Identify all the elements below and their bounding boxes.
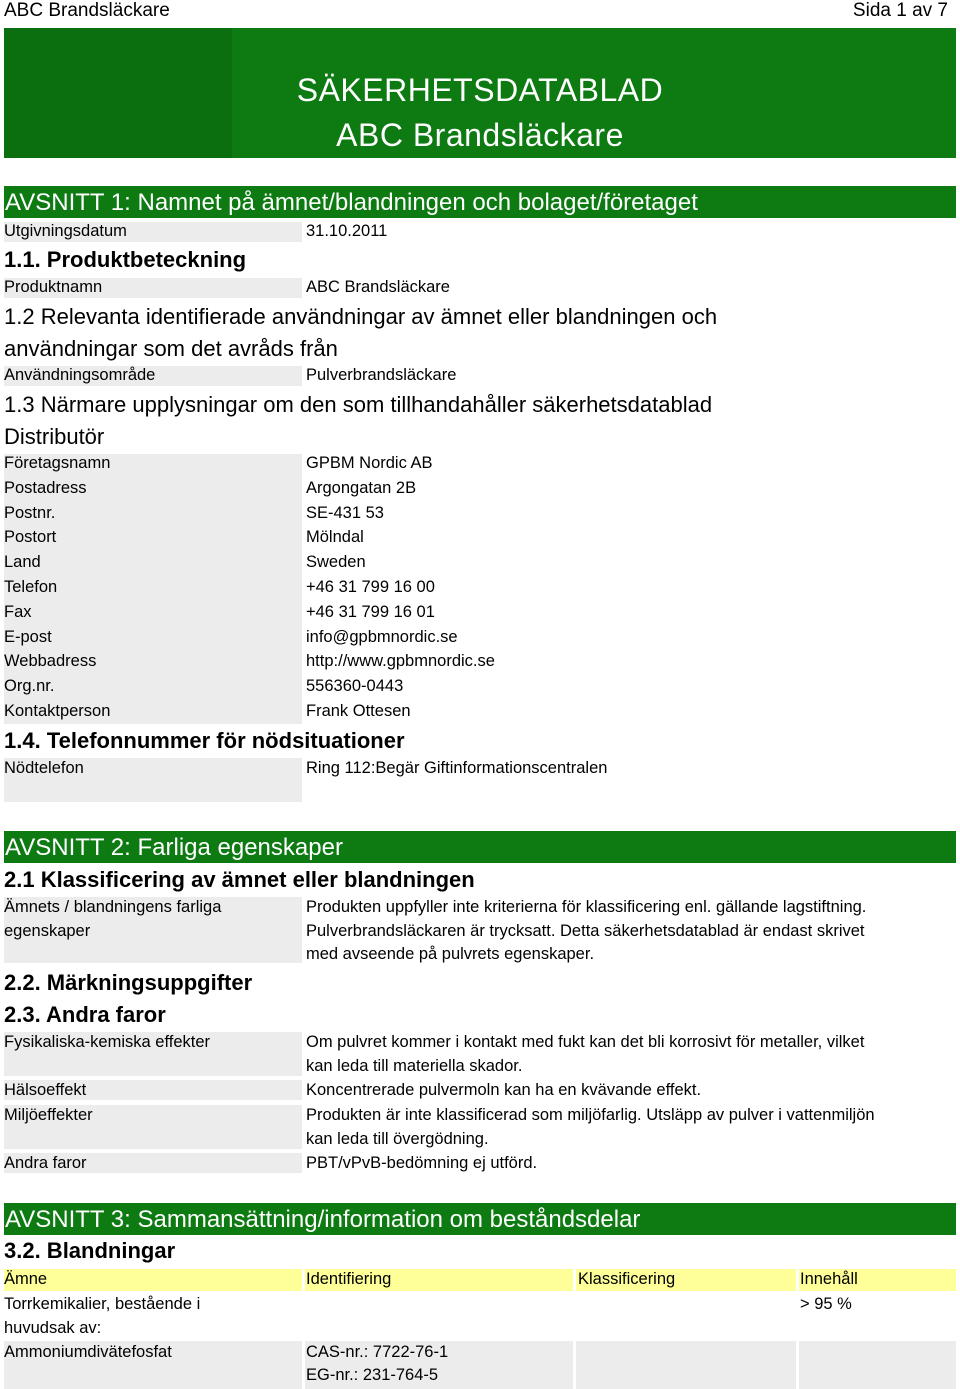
column-identification: Identifiering: [306, 1270, 392, 1288]
hazard-value-line2: Pulverbrandsläckaren är trycksatt. Detta säkerhetsdatablad är endast skrivet: [306, 922, 865, 940]
row2-substance: Ammoniumdivätefosfat: [4, 1343, 172, 1361]
fax-value: +46 31 799 16 01: [306, 603, 435, 621]
environment-value-line1: Produkten är inte klassificerad som miljöfarlig. Utsläpp av pulver i vattenmiljön: [306, 1106, 875, 1124]
document-subtitle: ABC Brandsläckare: [336, 117, 624, 153]
fax-label: Fax: [4, 603, 32, 621]
product-name-label: Produktnamn: [4, 278, 103, 296]
heading-1-2-line1: 1.2 Relevanta identifierade användningar av ämnet eller blandningen och: [4, 304, 718, 329]
section-3-header: AVSNITT 3: Sammansättning/information om beståndsdelar: [4, 1203, 956, 1235]
column-substance: Ämne: [4, 1270, 48, 1288]
postal-address-value: Argongatan 2B: [306, 479, 417, 497]
row2-identification-line2: EG-nr.: 231-764-5: [306, 1366, 439, 1384]
heading-1-1: 1.1. Produktbeteckning: [4, 247, 247, 272]
heading-2-2: 2.2. Märkningsuppgifter: [4, 970, 253, 995]
emergency-phone-label: Nödtelefon: [4, 759, 84, 777]
website-label: Webbadress: [4, 652, 97, 670]
other-hazards-label: Andra faror: [4, 1154, 87, 1172]
postal-code-label: Postnr.: [4, 504, 56, 522]
environment-label: Miljöeffekter: [4, 1106, 93, 1124]
phone-label: Telefon: [4, 578, 58, 596]
hazard-value-line1: Produkten uppfyller inte kriterierna för klassificering enl. gällande lagstiftning.: [306, 898, 867, 916]
emergency-phone-value: Ring 112:Begär Giftinformationscentralen: [306, 759, 608, 777]
section-1-header: AVSNITT 1: Namnet på ämnet/blandningen och bolaget/företaget: [4, 186, 956, 218]
document-name: ABC Brandsläckare: [4, 0, 170, 21]
company-name-label: Företagsnamn: [4, 454, 111, 472]
email-value: info@gpbmnordic.se: [306, 628, 458, 646]
phys-chem-value-line1: Om pulvret kommer i kontakt med fukt kan det bli korrosivt för metaller, vilket: [306, 1033, 865, 1051]
row1-substance-line2: huvudsak av:: [4, 1319, 102, 1337]
heading-3-2: 3.2. Blandningar: [4, 1238, 176, 1263]
distributor-heading: Distributör: [4, 424, 105, 449]
website-value: http://www.gpbmnordic.se: [306, 652, 495, 670]
email-label: E-post: [4, 628, 52, 646]
issue-date-value: 31.10.2011: [306, 222, 388, 240]
city-label: Postort: [4, 528, 57, 546]
column-classification: Klassificering: [578, 1270, 676, 1288]
row1-substance-line1: Torrkemikalier, bestående i: [4, 1295, 201, 1313]
row2-identification-line1: CAS-nr.: 7722-76-1: [306, 1343, 449, 1361]
postal-code-value: SE-431 53: [306, 504, 384, 522]
contact-person-value: Frank Ottesen: [306, 702, 411, 720]
health-effect-value: Koncentrerade pulvermoln kan ha en kvävande effekt.: [306, 1081, 702, 1099]
heading-2-1: 2.1 Klassificering av ämnet eller blandningen: [4, 867, 475, 892]
page-number: Sida 1 av 7: [852, 0, 948, 21]
hazard-label-line1: Ämnets / blandningens farliga: [4, 898, 222, 916]
title-banner: [4, 28, 956, 158]
heading-1-3: 1.3 Närmare upplysningar om den som tillhandahåller säkerhetsdatablad: [4, 392, 713, 417]
postal-address-label: Postadress: [4, 479, 87, 497]
section-2-header: AVSNITT 2: Farliga egenskaper: [4, 831, 956, 863]
product-name-value: ABC Brandsläckare: [306, 278, 450, 296]
org-number-label: Org.nr.: [4, 677, 55, 695]
hazard-label-line2: egenskaper: [4, 922, 91, 940]
phys-chem-label: Fysikaliska-kemiska effekter: [4, 1033, 211, 1051]
document-title: SÄKERHETSDATABLAD: [296, 72, 664, 108]
company-name-value: GPBM Nordic AB: [306, 454, 433, 472]
column-content: Innehåll: [800, 1270, 858, 1288]
country-value: Sweden: [306, 553, 366, 571]
other-hazards-value: PBT/vPvB-bedömning ej utförd.: [306, 1154, 538, 1172]
environment-value-line2: kan leda till övergödning.: [306, 1130, 489, 1148]
country-label: Land: [4, 553, 41, 571]
issue-date-label: Utgivningsdatum: [4, 222, 127, 240]
heading-2-3: 2.3. Andra faror: [4, 1002, 166, 1027]
heading-1-2-line2: användningar som det avråds från: [4, 336, 338, 361]
heading-1-4: 1.4. Telefonnummer för nödsituationer: [4, 728, 405, 753]
phone-value: +46 31 799 16 00: [306, 578, 435, 596]
use-area-label: Användningsområde: [4, 366, 156, 384]
phys-chem-value-line2: kan leda till materiella skador.: [306, 1057, 523, 1075]
hazard-value-line3: med avseende på pulvrets egenskaper.: [306, 945, 595, 963]
use-area-value: Pulverbrandsläckare: [306, 366, 457, 384]
contact-person-label: Kontaktperson: [4, 702, 111, 720]
city-value: Mölndal: [306, 528, 364, 546]
health-effect-label: Hälsoeffekt: [4, 1081, 87, 1099]
row1-content: > 95 %: [800, 1295, 852, 1313]
org-number-value: 556360-0443: [306, 677, 404, 695]
